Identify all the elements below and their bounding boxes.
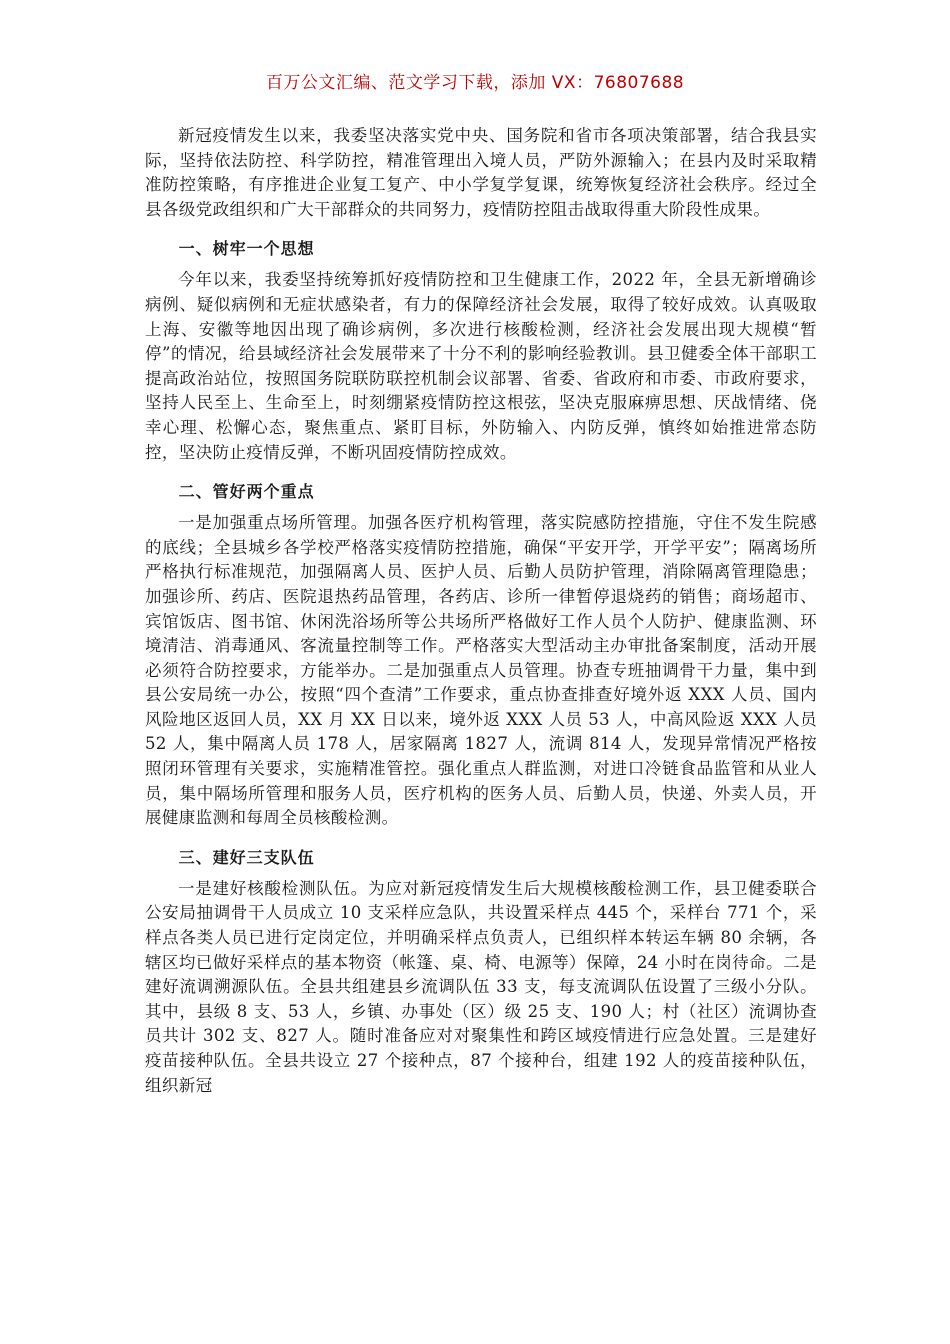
section-paragraph-3: 一是建好核酸检测队伍。为应对新冠疫情发生后大规模核酸检测工作，县卫健委联合公安局抽调骨干人员成立 10 支采样应急队，共设置采样点 445 个，采样台 771 个，采样点各类人员已进行定岗定位，并明确采样点负责人，已组织样本转运车辆 80 余辆，各辖区均已做好采样点的基本物资（帐篷、桌、椅、电源等）保障，24 小时在岗待命。二是建好流调溯源队伍。全县共组建县乡流调队伍 33 支，每支流调队伍设置了三级小分队。其中，县级 8 支、53 人，乡镇、办事处（区）级 25 支、190 人；村（社区）流调协查员共计 302 支、827 人。随时准备应对对聚集性和跨区域疫情进行应急处置。三是建好疫苗接种队伍。全县共设立 27 个接种点，87 个接种台，组建 192 人的疫苗接种队伍，组织新冠 bbox=[145, 878, 817, 1095]
header-banner: 百万公文汇编、范文学习下载，添加 VX：76807688 bbox=[265, 73, 685, 93]
section-heading-1: 一、树牢一个思想 bbox=[178, 239, 315, 259]
section-heading-2: 二、管好两个重点 bbox=[178, 482, 315, 502]
section-paragraph-2: 一是加强重点场所管理。加强各医疗机构管理，落实院感防控措施，守住不发生院感的底线；全县城乡各学校严格落实疫情防控措施，确保“平安开学，开学平安”；隔离场所严格执行标准规范，加强隔离人员、医护人员、后勤人员防护管理，消除隔离管理隐患；加强诊所、药店、医院退热药品管理，各药店、诊所一律暂停退烧药的销售；商场超市、宾馆饭店、图书馆、休闲洗浴场所等公共场所严格做好工作人员个人防护、健康监测、环境清洁、消毒通风、客流量控制等工作。严格落实大型活动主办审批备案制度，活动开展必须符合防控要求，方能举办。二是加强重点人员管理。协查专班抽调骨干力量，集中到县公安局统一办公，按照“四个查清”工作要求，重点协查排查好境外返 XXX 人员、国内风险地区返回人员，XX 月 XX 日以来，境外返 XXX 人员 53 人，中高风险返 XXX 人员 52 人，集中隔离人员 178 人，居家隔离 1827 人，流调 814 人，发现异常情况严格按照闭环管理有关要求，实施精准管控。强化重点人群监测，对进口冷链食品监管和从业人员，集中隔场所管理和服务人员，医疗机构的医务人员、后勤人员，快递、外卖人员，开展健康监测和每周全员核酸检测。 bbox=[145, 513, 817, 828]
document-body bbox=[145, 124, 817, 1098]
section-paragraph-1: 今年以来，我委坚持统筹抓好疫情防控和卫生健康工作，2022 年，全县无新增确诊病例、疑似病例和无症状感染者，有力的保障经济社会发展，取得了较好成效。认真吸取上海、安徽等地因出现了确诊病例，多次进行核酸检测，经济社会发展出现大规模“暂停”的情况，给县域经济社会发展带来了十分不利的影响经验教训。县卫健委全体干部职工提高政治站位，按照国务院联防联控机制会议部署、省委、省政府和市委、市政府要求，坚持人民至上、生命至上，时刻绷紧疫情防控这根弦，坚决克服麻痹思想、厌战情绪、侥幸心理、松懈心态，聚焦重点、紧盯目标，外防输入、内防反弹，慎终如始推进常态防控，坚决防止疫情反弹，不断巩固疫情防控成效。 bbox=[145, 270, 817, 462]
intro-paragraph: 新冠疫情发生以来，我委坚决落实党中央、国务院和省市各项决策部署，结合我县实际，坚持依法防控、科学防控，精准管理出入境人员，严防外源输入；在县内及时采取精准防控策略，有序推进企业复工复产、中小学复学复课，统筹恢复经济社会秩序。经过全县各级党政组织和广大干部群众的共同努力，疫情防控阻击战取得重大阶段性成果。 bbox=[145, 126, 817, 219]
section-heading-3: 三、建好三支队伍 bbox=[178, 847, 315, 867]
